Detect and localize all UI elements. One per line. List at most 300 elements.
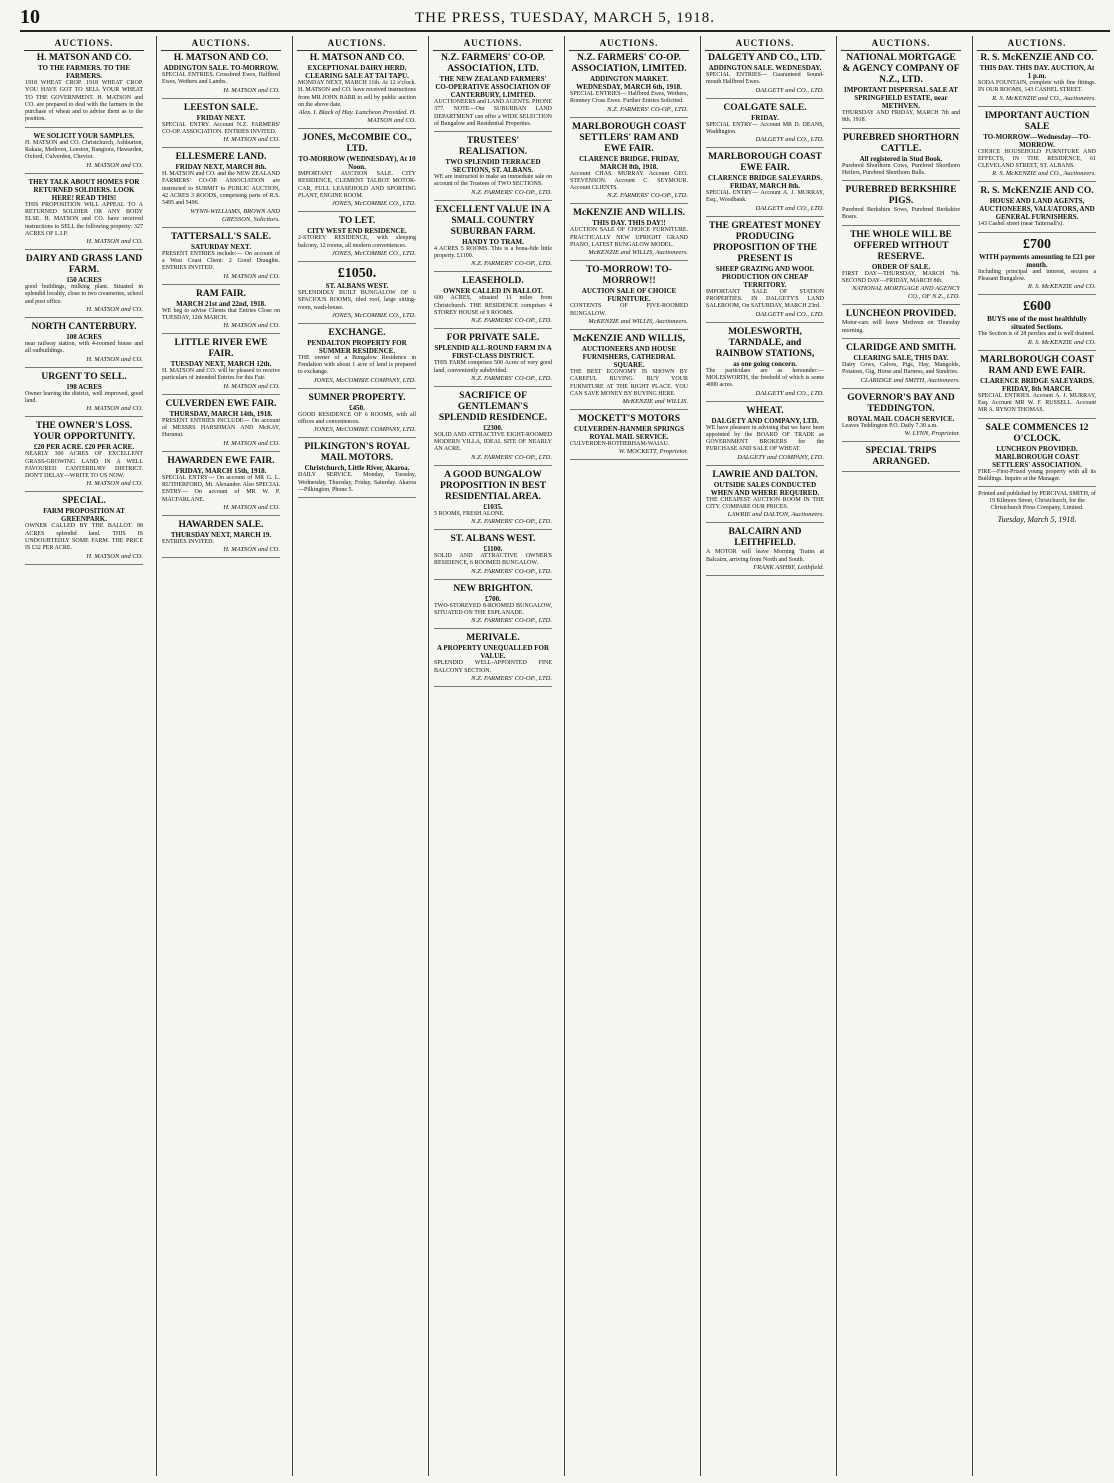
ad-body: H. MATSON and CO. and the NEW ZEALAND FARMERS' CO-OP. ASSOCIATION are instructed to SUBMIT to PUBLIC AUCTION, 42 ACRES 3 ROODS, comprising parts of R.S. 5495 and 5496. bbox=[162, 171, 280, 207]
ad-agent: H. MATSON and CO. bbox=[223, 503, 280, 511]
advertisement bbox=[706, 152, 824, 217]
ad-subtitle: All registered in Stud Book. bbox=[859, 154, 943, 163]
ad-body: 4 ACRES 5 ROOMS. This is a bona-fide little property. £1100. bbox=[434, 245, 552, 260]
ad-body: PRESENT ENTRIES INCLUDE— On account of MESSRS HARSHMAN AND McKAY, Hurunui. bbox=[162, 417, 280, 439]
ad-subtitle: THIS DAY. THIS DAY!! bbox=[592, 219, 666, 228]
ad-title: GOVERNOR'S BAY AND TEDDINGTON. bbox=[847, 392, 955, 414]
ad-subtitle: TUESDAY NEXT, MARCH 12th. bbox=[170, 360, 272, 369]
advertisement bbox=[978, 355, 1096, 419]
ad-subtitle: £450. bbox=[349, 403, 365, 412]
page-number: 10 bbox=[20, 6, 40, 28]
advertisement bbox=[298, 393, 416, 439]
advertisement bbox=[434, 633, 552, 687]
ad-agent: DALGETY and CO., LTD. bbox=[755, 310, 824, 318]
ad-subtitle: £1100. bbox=[483, 545, 503, 554]
ad-agent: N.Z. FARMERS' CO-OP., LTD. bbox=[607, 105, 688, 113]
ad-title: SUMNER PROPERTY. bbox=[308, 392, 406, 403]
ad-subtitle: CLEARING SALE, THIS DAY. bbox=[853, 353, 949, 362]
advertisement bbox=[978, 53, 1096, 107]
column-5 bbox=[564, 36, 693, 1476]
ad-body: Including principal and interest, secures a Pleasant Bungalow. bbox=[978, 268, 1096, 283]
ad-body: 1918 WHEAT CROP. 1918 WHEAT CROP. YOU HAVE GOT TO SELL YOUR WHEAT TO THE GOVERNMENT. H. MATSON and CO. are prepared to deal with the farmers in the purchase of wheat and to advise them as to the position. bbox=[25, 80, 143, 123]
ad-body: A MOTOR will leave Morning Trains at Balcairn, arriving from North and South. bbox=[706, 549, 824, 563]
ad-agent: DALGETY and CO., LTD. bbox=[755, 389, 824, 397]
ad-title: McKENZIE AND WILLIS. bbox=[572, 208, 685, 219]
ad-body: H. MATSON and CO. Christchurch, Ashburton, Rakaia, Methven, Leeston, Rangiora, Hawarden, Oxford, Culverden, Cheviot. bbox=[25, 139, 143, 161]
ad-agent: N.Z. FARMERS' CO-OP., LTD. bbox=[471, 188, 552, 196]
ad-title: CLARIDGE AND SMITH. bbox=[845, 342, 957, 353]
ad-body: THE owner of a Bungalow Residence in Fendalton with about 1 acre of land is prepared to exchange. bbox=[298, 354, 416, 376]
ad-body: WE beg to advise Clients that Entries Close on TUESDAY, 12th MARCH. bbox=[162, 307, 280, 321]
ad-subtitle: £2300. bbox=[483, 423, 503, 432]
ad-body: THE CHEAPEST AUCTION ROOM IN THE CITY. COMPARE OUR PRICES. bbox=[706, 496, 824, 511]
ad-agent: H. MATSON and CO. bbox=[86, 480, 143, 488]
advertisement bbox=[706, 221, 824, 323]
ad-subtitle: WE SOLICIT YOUR SAMPLES. bbox=[33, 131, 135, 140]
ad-title: CULVERDEN EWE FAIR. bbox=[165, 398, 277, 409]
ad-subtitle: OUTSIDE SALES CONDUCTED WHEN AND WHERE REQUIRED. bbox=[710, 480, 820, 497]
column-4 bbox=[428, 36, 557, 1476]
ad-agent: H. MATSON and CO. bbox=[86, 306, 143, 314]
advertisement bbox=[842, 446, 960, 472]
ad-body: FIRST DAY—THURSDAY, MARCH 7th. SECOND DAY—FRIDAY, MARCH 8th. bbox=[842, 270, 960, 285]
ad-subtitle: FRIDAY, MARCH 15th, 1918. bbox=[175, 466, 267, 475]
ad-title: SPECIAL. bbox=[62, 496, 106, 507]
ad-agent: R. S. McKENZIE and CO., Auctioneers. bbox=[992, 94, 1096, 102]
ad-agent: H. MATSON and CO. bbox=[223, 136, 280, 144]
ad-title: URGENT TO SELL. bbox=[41, 371, 127, 382]
ad-title: SALE COMMENCES 12 O'CLOCK. bbox=[985, 422, 1089, 444]
ad-subtitle: THE NEW ZEALAND FARMERS' CO-OPERATIVE ASSOCIATION OF CANTERBURY, LIMITED. bbox=[435, 75, 551, 99]
ad-body: ENTRIES INVITED. bbox=[162, 538, 214, 545]
ad-title: WHEAT. bbox=[746, 405, 784, 416]
ad-body: CULVERDEN-ROTHERHAM-WAIAU. bbox=[570, 441, 670, 448]
ad-body: Owner leaving the district, well improved, good land. bbox=[25, 390, 143, 404]
ad-subtitle: FRIDAY. bbox=[751, 113, 779, 122]
ad-body: Dairy Cows, Calves, Pigs, Hay, Mangolds, Potatoes, Gig, Horse and Harness, and Sundries. bbox=[842, 361, 960, 376]
ad-agent: McKENZIE and WILLIS, Auctioneers. bbox=[588, 249, 688, 257]
ad-title: LAWRIE AND DALTON. bbox=[712, 469, 818, 480]
advertisement bbox=[570, 208, 688, 261]
ad-subtitle: ADDINGTON SALE. WEDNESDAY. bbox=[708, 64, 822, 72]
ad-subtitle: THIS DAY. THIS DAY. AUCTION, At 1 p.m. bbox=[979, 64, 1095, 80]
advertisement bbox=[842, 309, 960, 339]
ad-title: PUREBRED BERKSHIRE PIGS. bbox=[845, 185, 957, 207]
advertisement bbox=[25, 322, 143, 368]
advertisement bbox=[298, 53, 416, 129]
ad-body: SPECIAL ENTRY. Account N.Z. FARMERS' CO-OP. ASSOCIATION. ENTRIES INVITED. bbox=[162, 121, 280, 135]
advertisement bbox=[298, 442, 416, 498]
ad-agent: DALGETY and CO., LTD. bbox=[755, 86, 824, 94]
advertisement bbox=[162, 338, 280, 395]
ad-agent: DALGETY and CO., LTD. bbox=[755, 204, 824, 212]
ad-subtitle: EXCEPTIONAL DAIRY HERD. CLEARING SALE AT TAI TAPU. bbox=[305, 64, 409, 80]
ad-title: A GOOD BUNGALOW PROPOSITION IN BEST RESIDENTIAL AREA. bbox=[439, 469, 547, 502]
advertisement bbox=[434, 470, 552, 530]
ad-title: THE GREATEST MONEY PRODUCING PROPOSITION OF THE PRESENT IS bbox=[708, 220, 822, 264]
ad-agent: DALGETY and COMPANY, LTD. bbox=[737, 453, 824, 461]
ad-agent: FRANK ASHBY, Leithfield. bbox=[753, 563, 824, 571]
ad-subtitle: WITH payments amounting to £21 per month. bbox=[978, 252, 1096, 269]
column-header: AUCTIONS. bbox=[161, 36, 281, 51]
ad-agent: R. S. McKENZIE and CO. bbox=[1027, 283, 1096, 291]
advertisement bbox=[434, 276, 552, 329]
ad-body: SPLENDID WELL-APPOINTED FINE BALCONY SECTION. bbox=[434, 660, 552, 674]
ad-body: SODA FOUNTAIN, complete with fine fittings. IN OUR ROOMS, 143 CASHEL STREET. bbox=[978, 80, 1096, 94]
ad-title: THE OWNER'S LOSS. YOUR OPPORTUNITY. bbox=[33, 421, 135, 443]
ad-title: LITTLE RIVER EWE FAIR. bbox=[174, 338, 268, 360]
ad-subtitle: THEY TALK ABOUT HOMES FOR RETURNED SOLDIERS. LOOK HERE! READ THIS! bbox=[28, 177, 140, 202]
ad-body: WE have pleasure in advising that we have been appointed by the BOARD OF TRADE as GOVERNMENT BROKERS for the PURCHASE AND SALE OF WHEAT. bbox=[706, 424, 824, 453]
column-header: AUCTIONS. bbox=[841, 36, 961, 51]
ad-title: MARLBOROUGH COAST EWE FAIR. bbox=[708, 152, 822, 174]
ad-body: SOLID AND ATTRACTIVE OWNER'S RESIDENCE, 6 ROOMED BUNGALOW. bbox=[434, 553, 552, 567]
ad-body: SPLENDIDLY BUILT BUNGALOW OF 6 SPACIOUS ROOMS, tiled roof, large sitting-room, wash-house. bbox=[298, 289, 416, 311]
ad-subtitle: ADDINGTON MARKET. WEDNESDAY, MARCH 6th, 1918. bbox=[576, 75, 682, 91]
ad-subtitle: TO THE FARMERS. TO THE FARMERS. bbox=[37, 64, 130, 80]
ad-agent: JONES, McCOMBIE COMPANY, LTD. bbox=[313, 426, 416, 434]
ad-agent: H. MATSON and CO. bbox=[223, 272, 280, 280]
ad-subtitle: TO-MORROW (WEDNESDAY), At 10 Noon. bbox=[298, 155, 416, 172]
ad-agent: R. S. McKENZIE and CO. bbox=[1027, 338, 1096, 346]
ad-subtitle: ST. ALBANS WEST. bbox=[325, 281, 389, 290]
ad-body: 5 ROOMS, FRESH ALONE. bbox=[434, 510, 505, 517]
ad-body: 600 ACRES, situated 11 miles from Christchurch. THE RESIDENCE comprises 4 STOREY HOUSE of 9 ROOMS. bbox=[434, 295, 552, 316]
ad-body: NEARLY 300 ACRES OF EXCELLENT GRASS-GROWING LAND IN A WELL FAVOURED CANTERBURY DISTRICT. DON'T DELAY—WRITE TO US NOW. bbox=[25, 451, 143, 480]
ad-body: Leaves Teddington P.O. Daily 7.30 a.m. bbox=[842, 422, 938, 429]
advertisement bbox=[706, 53, 824, 99]
ad-body: 2-STOREY RESIDENCE, with sleeping balcony, 12 rooms, all modern conveniences. bbox=[298, 235, 416, 249]
ad-agent: H. MATSON and CO. bbox=[86, 552, 143, 560]
ad-title: ST. ALBANS WEST. bbox=[450, 534, 536, 545]
ad-agent: W. LYNN, Proprietor. bbox=[904, 429, 960, 437]
advertisement bbox=[434, 53, 552, 132]
column-2 bbox=[156, 36, 285, 1476]
ad-body: THE BEST ECONOMY IS SHOWN BY CAREFUL BUYING. BUY YOUR FURNITURE AT THE RIGHT PLACE. YOU CAN SAVE MONEY BY BUYING HERE. bbox=[570, 368, 688, 397]
ad-body: OWNER CALLED BY THE BALLOT. 98 ACRES splendid land. THIS IS UNDOUBTEDLY SOME FARM. THE PRICE IS £32 PER ACRE. bbox=[25, 523, 143, 552]
ad-body: SPECIAL ENTRY— On account of MR G. L. RUTHERFORD, Mt. Alexander. Also SPECIAL ENTRY— On account of MR W. P. MACFARLANE. bbox=[162, 474, 280, 503]
ad-subtitle: HANDY TO TRAM. bbox=[462, 237, 524, 246]
ad-title: TRUSTEES' REALISATION. bbox=[458, 136, 528, 158]
ad-title: RAM FAIR. bbox=[196, 288, 246, 299]
ad-title: SPECIAL TRIPS ARRANGED. bbox=[865, 445, 937, 467]
ad-body: CONTENTS OF FIVE-ROOMED BUNGALOW. bbox=[570, 303, 688, 317]
advertisement bbox=[298, 266, 416, 324]
advertisement bbox=[25, 372, 143, 418]
column-7 bbox=[836, 36, 965, 1476]
ad-title: JONES, McCOMBIE CO., LTD. bbox=[302, 133, 412, 155]
ad-subtitle: PENDALTON PROPERTY FOR SUMMER RESIDENCE. bbox=[307, 338, 407, 355]
ad-body: 143 Cashel street (near Tattersall's). bbox=[978, 221, 1064, 228]
ad-title: LEESTON SALE. bbox=[183, 102, 259, 113]
column-header: AUCTIONS. bbox=[705, 36, 825, 51]
ad-title: MOLESWORTH, TARNDALE, and RAINBOW STATIONS, bbox=[715, 326, 815, 359]
ad-title: R. S. McKENZIE AND CO. bbox=[980, 53, 1094, 63]
ad-subtitle: HOUSE AND LAND AGENTS, AUCTIONEERS, VALUATORS, AND GENERAL FURNISHERS. bbox=[979, 197, 1095, 222]
ad-agent: N.Z. FARMERS' CO-OP., LTD. bbox=[471, 374, 552, 382]
advertisement bbox=[978, 237, 1096, 296]
ad-title: TO LET. bbox=[338, 216, 376, 227]
ad-body: IMPORTANT SALE OF STATION PROPERTIES. IN DALGETY'S LAND SALEROOM, On SATURDAY, MARCH 23rd. bbox=[706, 288, 824, 310]
advertisement bbox=[25, 178, 143, 250]
ad-body: good buildings, milking plant. Situated in splendid locality, close to two creameries, school and post office. bbox=[25, 284, 143, 305]
ad-body: MONDAY NEXT, MARCH 11th. At 12 o'clock. H. MATSON and CO. have received instructions from MR JOHN BARR to sell by public auction on the above date. bbox=[298, 80, 416, 108]
advertisement bbox=[842, 230, 960, 306]
ad-subtitle: FARM PROPOSITION AT GREENPARK. bbox=[43, 507, 125, 524]
ad-title: NORTH CANTERBURY. bbox=[31, 322, 137, 333]
ad-agent: N.Z. FARMERS' CO-OP., LTD. bbox=[471, 260, 552, 268]
ad-body: Motor-cars will leave Methven on Thursday morning. bbox=[842, 320, 960, 334]
ad-body: THIS PROPOSITION WILL APPEAL TO A RETURNED SOLDIER OR ANY BODY ELSE. H. MATSON and CO. have received instructions to SELL the following property: 327 ACRES OF L.I.P. bbox=[25, 201, 143, 237]
advertisement bbox=[162, 289, 280, 335]
ad-subtitle: MARCH 21st and 22nd, 1918. bbox=[176, 299, 266, 308]
ad-agent: N.Z. FARMERS' CO-OP., LTD. bbox=[471, 617, 552, 625]
ad-subtitle: ROYAL MAIL COACH SERVICE. bbox=[847, 414, 955, 423]
ad-subtitle: FRIDAY NEXT, MARCH 8th. bbox=[175, 163, 267, 172]
ad-subtitle: THURSDAY NEXT, MARCH 19. bbox=[170, 530, 272, 539]
ad-subtitle: OWNER CALLED IN BALLOT. bbox=[443, 287, 543, 296]
ad-subtitle: ADDINGTON SALE. TO-MORROW. bbox=[163, 64, 279, 72]
advertisement bbox=[25, 254, 143, 318]
column-6 bbox=[700, 36, 829, 1476]
ad-title: HAWARDEN SALE. bbox=[178, 519, 264, 530]
ad-title: N.Z. FARMERS' CO-OP. ASSOCIATION, LIMITED. bbox=[571, 53, 687, 74]
page-title: THE PRESS, TUESDAY, MARCH 5, 1918. bbox=[414, 10, 716, 26]
ad-title: MARLBOROUGH COAST RAM AND EWE FAIR. bbox=[980, 354, 1094, 376]
ad-body: GOOD RESIDENCE OF 6 ROOMS, with all offices and conveniences. bbox=[298, 411, 416, 426]
ad-body: TWO-STOREYED 8-ROOMED BUNGALOW, SITUATED ON THE ESPLANADE. bbox=[434, 602, 552, 616]
ad-title: TO-MORROW! TO-MORROW!! bbox=[586, 265, 672, 287]
ad-subtitle: CLARENCE BRIDGE SALEYARDS. FRIDAY, MARCH 8th. bbox=[708, 174, 822, 191]
ad-agent: LAWRIE and DALTON, Auctioneers. bbox=[727, 511, 824, 519]
ad-subtitle: 108 ACRES bbox=[66, 333, 102, 342]
ad-agent: JONES, McCOMBIE CO., LTD. bbox=[331, 200, 416, 208]
column-header: AUCTIONS. bbox=[977, 36, 1097, 51]
ad-title: £600 bbox=[1023, 299, 1051, 315]
advertisement bbox=[298, 133, 416, 212]
advertisement bbox=[298, 328, 416, 389]
ad-title: MOCKETT'S MOTORS bbox=[578, 414, 680, 425]
advertisement bbox=[706, 470, 824, 524]
ad-agent: H. MATSON and CO. bbox=[223, 322, 280, 330]
ad-agent: N.Z. FARMERS' CO-OP., LTD. bbox=[607, 192, 688, 200]
advertisement bbox=[842, 393, 960, 442]
advertisement bbox=[706, 406, 824, 466]
ad-subtitle: TO-MORROW—Wednesday—TO-MORROW. bbox=[983, 132, 1091, 149]
ad-body: THIS FARM comprises 500 Acres of very good land, conveniently subdivided. bbox=[434, 360, 552, 374]
ad-agent: Alex. I. Black of Hay. Luncheon Provided. H. MATSON and CO. bbox=[298, 109, 416, 125]
ad-agent: R. S. McKENZIE and CO., Auctioneers. bbox=[992, 170, 1096, 178]
ad-body: Purebred Berkshire Sows, Purebred Berkshire Boars. bbox=[842, 207, 960, 221]
ad-subtitle: DALGETY AND COMPANY, LTD. bbox=[711, 416, 819, 425]
ad-body: SPECIAL ENTRIES— Guaranteed Sound-mouth Halfbred Ewes. bbox=[706, 72, 824, 86]
ad-body: Account CHAS. MURRAY. Account GEO. STEVENSON. Account C. SEYMOUR. Account CLIENTS. bbox=[570, 170, 688, 192]
ad-subtitle: AUCTION SALE OF CHOICE FURNITURE. bbox=[581, 287, 677, 304]
advertisement bbox=[434, 205, 552, 273]
ad-title: THE WHOLE WILL BE OFFERED WITHOUT RESERVE. bbox=[850, 229, 952, 262]
advertisement bbox=[978, 299, 1096, 350]
advertisement bbox=[162, 103, 280, 149]
ad-body: CHOICE HOUSEHOLD FURNITURE AND EFFECTS, IN THE RESIDENCE, 61 CLEVELAND STREET, ST. ALBANS. bbox=[978, 148, 1096, 170]
ad-title: EXCELLENT VALUE IN A SMALL COUNTRY SUBURBAN FARM. bbox=[435, 204, 551, 237]
ad-title: SACRIFICE OF GENTLEMAN'S SPLENDID RESIDENCE. bbox=[438, 390, 548, 423]
advertisement bbox=[570, 53, 688, 118]
advertisement bbox=[25, 421, 143, 492]
ad-subtitle: AUCTIONEERS AND HOUSE FURNISHERS, CATHEDRAL SQUARE. bbox=[581, 344, 677, 369]
ad-agent: N.Z. FARMERS' CO-OP., LTD. bbox=[471, 567, 552, 575]
ad-agent: H. MATSON and CO. bbox=[223, 439, 280, 447]
advertisement bbox=[162, 520, 280, 558]
ad-body: SPECIAL ENTRIES. Crossbred Ewes, Halfbred Ewes, Wethers and Lambs. bbox=[162, 72, 280, 86]
ad-agent: WYNN-WILLIAMS, BROWN AND GRESSON, Solicitors. bbox=[190, 207, 280, 223]
ad-agent: H. MATSON and CO. bbox=[86, 405, 143, 413]
advertisement bbox=[570, 414, 688, 460]
ad-title: EXCHANGE. bbox=[328, 327, 386, 338]
ad-body: IMPORTANT AUCTION SALE. CITY RESIDENCE, CLEMENT TALBOT MOTOR-CAR, FULL LEASEHOLD AND SPORTING PLANT, ENGINE ROOM. bbox=[298, 171, 416, 200]
columns-area bbox=[20, 36, 1108, 1476]
ad-agent: McKENZIE and WILLIS. bbox=[622, 398, 688, 406]
ad-agent: H. MATSON and CO. bbox=[223, 86, 280, 94]
ad-body: PRESENT ENTRIES include:— On account of a West Coast Client: 2 Good Draughts. ENTRIES INVITED. bbox=[162, 250, 280, 272]
column-header: AUCTIONS. bbox=[569, 36, 689, 51]
advertisement bbox=[570, 122, 688, 205]
ad-subtitle: ORDER OF SALE. bbox=[871, 262, 931, 271]
ad-body: AUCTION SALE OF CHOICE FURNITURE. PRACTICALLY NEW UPRIGHT GRAND PIANO, LATEST BUNGALOW MODEL. bbox=[570, 227, 688, 249]
ad-title: TATTERSALL'S SALE. bbox=[171, 231, 271, 242]
ad-agent: JONES, McCOMBIE COMPANY, LTD. bbox=[313, 376, 416, 384]
ad-agent: H. MATSON and CO. bbox=[223, 546, 280, 554]
ad-subtitle: 150 ACRES bbox=[66, 276, 102, 285]
ad-agent: N.Z. FARMERS' CO-OP., LTD. bbox=[471, 453, 552, 461]
ad-title: £700 bbox=[1023, 236, 1051, 252]
printer-imprint: Printed and published by PERCIVAL SMITH, of 19 Kilmore Street, Christchurch, for the Christchurch Press Company, Limited. bbox=[978, 491, 1096, 512]
advertisement bbox=[706, 103, 824, 149]
column-header: AUCTIONS. bbox=[297, 36, 417, 51]
ad-subtitle: 198 ACRES bbox=[66, 382, 102, 391]
ad-agent: CLARIDGE and SMITH, Auctioneers. bbox=[860, 376, 960, 384]
column-header: AUCTIONS. bbox=[433, 36, 553, 51]
ad-title: H. MATSON AND CO. bbox=[36, 53, 132, 63]
advertisement bbox=[978, 423, 1096, 488]
ad-title: LUNCHEON PROVIDED. bbox=[845, 309, 957, 320]
ad-body: SPECIAL ENTRIES. Account A. J. MURRAY, Esq. Account MR W. F. RUSSELL. Account MR A. RYSON THOMAS. bbox=[978, 392, 1096, 414]
ad-agent: N.Z. FARMERS' CO-OP., LTD. bbox=[471, 317, 552, 325]
advertisement bbox=[162, 53, 280, 99]
ad-subtitle: TWO SPLENDID TERRACED SECTIONS, ST. ALBANS. bbox=[445, 158, 541, 175]
ad-subtitle: CLARENCE BRIDGE. FRIDAY, MARCH 8th, 1918. bbox=[579, 154, 679, 171]
masthead bbox=[20, 6, 1110, 32]
ad-body: The Section is of 28 perches and is well drained. bbox=[978, 331, 1095, 338]
column-1 bbox=[20, 36, 148, 1476]
ad-subtitle: £20 PER ACRE. £20 PER ACRE. bbox=[33, 443, 135, 452]
ad-title: £1050. bbox=[337, 265, 377, 281]
ad-agent: W. MOCKETT, Proprietor. bbox=[618, 448, 688, 456]
column-8 bbox=[972, 36, 1101, 1476]
advertisement bbox=[978, 111, 1096, 183]
ad-subtitle: CULVERDEN-HANMER SPRINGS ROYAL MAIL SERVICE. bbox=[573, 425, 684, 442]
column-header: AUCTIONS. bbox=[24, 36, 144, 51]
advertisement bbox=[298, 216, 416, 262]
ad-title: IMPORTANT AUCTION SALE bbox=[984, 110, 1090, 132]
ad-subtitle: A PROPERTY UNEQUALLED FOR VALUE. bbox=[436, 644, 550, 661]
ad-subtitle: £1035. bbox=[483, 502, 503, 511]
advertisement bbox=[162, 399, 280, 452]
advertisement bbox=[978, 186, 1096, 232]
ad-agent: McKENZIE and WILLIS, Auctioneers. bbox=[588, 317, 688, 325]
ad-title: BALCAIRN AND LEITHFIELD. bbox=[728, 527, 802, 549]
ad-body: The particulars are as hereunder:— MOLESWORTH, the freehold of which is some 4000 acres. bbox=[706, 367, 824, 389]
ad-title: H. MATSON AND CO. bbox=[173, 53, 269, 63]
ad-body: WE are instructed to make an immediate sale on account of the Trustees of TWO SECTIONS. bbox=[434, 174, 552, 188]
ad-body: DAILY SERVICE. Monday, Tuesday, Wednesday, Thursday, Friday, Saturday. Akaroa—Pilkington, Phone 5. bbox=[298, 472, 416, 493]
ad-subtitle: FRIDAY NEXT. bbox=[196, 113, 246, 122]
ad-subtitle: BUYS one of the most healthfully situated Sections. bbox=[987, 315, 1087, 332]
ad-subtitle: SATURDAY NEXT. bbox=[191, 242, 251, 251]
ad-subtitle: CLARENCE BRIDGE SALEYARDS. FRIDAY, 8th MARCH. bbox=[980, 376, 1094, 393]
ad-subtitle: Christchurch, Little River, Akaroa. bbox=[304, 464, 410, 473]
ad-subtitle: SHEEP GRAZING AND WOOL PRODUCTION ON CHEAP TERRITORY. bbox=[715, 264, 815, 289]
ad-body: near railway station, with 4-roomed house and all outbuildings. bbox=[25, 341, 143, 355]
ad-subtitle: CITY WEST END RESIDENCE. bbox=[307, 227, 407, 236]
ad-agent: H. MATSON and CO. bbox=[86, 161, 143, 169]
ad-title: MERIVALE. bbox=[466, 633, 520, 644]
ad-title: ELLESMERE LAND. bbox=[175, 152, 267, 163]
advertisement bbox=[162, 152, 280, 227]
advertisement bbox=[570, 265, 688, 330]
ad-agent: JONES, McCOMBIE CO., LTD. bbox=[331, 311, 416, 319]
ad-body: H. MATSON and CO. will be pleased to receive particulars of intended Entries for this Fair. bbox=[162, 368, 280, 382]
ad-title: COALGATE SALE. bbox=[723, 102, 807, 113]
ad-agent: N.Z. FARMERS' CO-OP., LTD. bbox=[471, 518, 552, 526]
ad-agent: JONES, McCOMBIE CO., LTD. bbox=[331, 249, 416, 257]
advertisement bbox=[434, 584, 552, 630]
ad-subtitle: THURSDAY, MARCH 14th, 1918. bbox=[169, 409, 273, 418]
ad-title: PUREBRED SHORTHORN CATTLE. bbox=[842, 132, 960, 154]
advertisement bbox=[25, 53, 143, 128]
advertisement bbox=[434, 391, 552, 466]
ad-title: HAWARDEN EWE FAIR. bbox=[167, 455, 275, 466]
ad-title: N.Z. FARMERS' CO-OP. ASSOCIATION, LTD. bbox=[441, 53, 545, 74]
ad-body: SPECIAL ENTRY— Account MR D. DEANS, Waddington. bbox=[706, 121, 824, 135]
ad-subtitle: LUNCHEON PROVIDED. MARLBOROUGH COAST SETTLERS' ASSOCIATION. bbox=[992, 444, 1082, 469]
imprint-date: Tuesday, March 5, 1918. bbox=[997, 515, 1077, 525]
advertisement bbox=[162, 456, 280, 516]
advertisement bbox=[162, 232, 280, 285]
ad-subtitle: IMPORTANT DISPERSAL SALE AT SPRINGFIELD ESTATE, near METHVEN. bbox=[844, 86, 958, 110]
ad-body: SPECIAL ENTRY— Account A. J. MURRAY, Esq., Woodbank. bbox=[706, 190, 824, 204]
ad-body: SPECIAL ENTRIES— Halfbred Ewes, Wethers, Romney Cross Ewes. Further Entries Solicited. bbox=[570, 91, 688, 105]
advertisement bbox=[434, 534, 552, 580]
ad-body: SOLID AND ATTRACTIVE EIGHT-ROOMED MODERN VILLA, IDEAL SITE OF NEARLY AN ACRE. bbox=[434, 431, 552, 453]
column-3 bbox=[292, 36, 421, 1476]
advertisement bbox=[25, 132, 143, 174]
advertisement bbox=[706, 327, 824, 402]
ad-title: H. MATSON AND CO. bbox=[309, 53, 405, 63]
ad-agent: H. MATSON and CO. bbox=[86, 355, 143, 363]
advertisement bbox=[25, 496, 143, 564]
ad-title: PILKINGTON'S ROYAL MAIL MOTORS. bbox=[304, 442, 410, 464]
ad-agent: N.Z. FARMERS' CO-OP., LTD. bbox=[471, 674, 552, 682]
ad-title: DAIRY AND GRASS LAND FARM. bbox=[25, 254, 143, 276]
ad-title: NEW BRIGHTON. bbox=[453, 583, 533, 594]
ad-agent: DALGETY and CO., LTD. bbox=[755, 136, 824, 144]
ad-title: DALGETY AND CO., LTD. bbox=[708, 53, 822, 63]
advertisement bbox=[434, 333, 552, 387]
advertisement bbox=[842, 53, 960, 129]
advertisement bbox=[842, 343, 960, 389]
ad-title: NATIONAL MORTGAGE & AGENCY COMPANY OF N.Z., LTD. bbox=[842, 53, 960, 85]
advertisement bbox=[842, 133, 960, 182]
